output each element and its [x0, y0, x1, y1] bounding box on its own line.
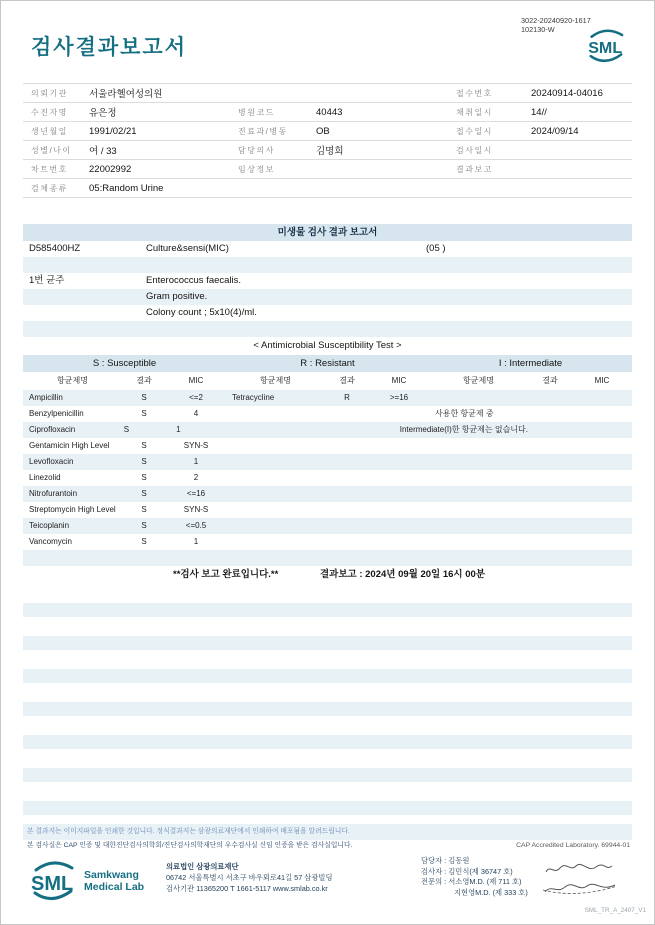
field-value: 05:Random Urine	[89, 182, 164, 194]
susceptibility-cell-group	[429, 486, 632, 502]
empty-row	[23, 321, 632, 337]
header-antibiotic: 항균제명	[260, 376, 291, 385]
test-name: Culture&sensi(MIC)	[146, 243, 229, 254]
empty-rows-area	[23, 584, 632, 824]
susceptibility-cell-group	[23, 470, 226, 486]
result-value	[528, 390, 572, 406]
susceptibility-cell-group	[226, 518, 429, 534]
susceptibility-row	[23, 390, 632, 406]
mic-value	[369, 534, 429, 550]
result-value: S	[141, 457, 147, 466]
field-label: 임상정보	[238, 164, 275, 174]
antibiotic-name	[226, 502, 325, 518]
sml-logo-mark	[584, 27, 628, 65]
susceptibility-row	[23, 534, 632, 550]
field-value: 40443	[316, 106, 343, 118]
mic-value	[572, 470, 632, 486]
susceptibility-cell-group	[208, 422, 393, 438]
susceptibility-cell-group	[226, 534, 429, 550]
result-value: S	[141, 537, 147, 546]
document-number-line1: 3022-20240920-1617	[521, 16, 591, 25]
susceptibility-cell-group	[23, 486, 226, 502]
field-label: 수진자명	[31, 107, 68, 117]
field-label: 담당의사	[238, 145, 275, 155]
test-code: D585400HZ	[29, 243, 81, 254]
ast-header-group	[226, 372, 429, 390]
ast-column-headers	[23, 372, 632, 390]
susceptibility-row	[23, 486, 632, 502]
patient-info-row	[23, 141, 632, 160]
org-contact: 검사기관 11365200 T 1661-5117 www.smlab.co.kr	[166, 883, 328, 893]
notice-line1: 본 결과지는 이미지파일을 인쇄한 것입니다. 정식결과지는 삼광의료재단에서 인쇄하여 배포됨을 알려드립니다.	[23, 824, 632, 840]
colony-row	[23, 305, 632, 321]
lab-name	[84, 869, 144, 894]
completion-message: **검사 보고 완료입니다.**	[173, 569, 279, 580]
mic-value: 1	[193, 457, 199, 466]
mic-value	[572, 502, 632, 518]
mic-value	[572, 486, 632, 502]
mic-value	[572, 534, 632, 550]
header-antibiotic: 항균제명	[463, 376, 494, 385]
antibiotic-name	[226, 406, 325, 422]
result-value	[528, 422, 572, 438]
field-value: 20240914-04016	[531, 87, 603, 99]
organization-info	[166, 862, 333, 894]
antibiotic-name	[226, 518, 325, 534]
legend-resistant: R : Resistant	[300, 358, 355, 369]
completion-row	[23, 566, 632, 584]
field-label: 차트번호	[31, 164, 68, 174]
mic-value	[572, 406, 632, 422]
micro-section-title: 미생물 검사 결과 보고서	[23, 224, 632, 241]
susceptibility-cell-group	[23, 502, 226, 518]
antibiotic-name	[208, 422, 289, 438]
result-value: S	[141, 441, 147, 450]
result-value: S	[141, 473, 147, 482]
empty-row	[23, 257, 632, 273]
field-label: 채취일시	[456, 107, 493, 117]
susceptibility-cell-group	[429, 518, 632, 534]
susceptibility-cell-group	[394, 422, 632, 438]
ast-header-group	[23, 372, 226, 390]
field-value: 2024/09/14	[531, 125, 579, 137]
result-value	[325, 486, 369, 502]
mic-value	[572, 518, 632, 534]
notice-line2-row	[23, 840, 632, 853]
staff-manager: 담당자 : 김동원	[421, 856, 470, 865]
result-value: S	[141, 521, 147, 530]
result-value	[528, 470, 572, 486]
susceptibility-cell-group	[429, 406, 632, 422]
antibiotic-name: Teicoplanin	[29, 521, 70, 530]
specimen-code: (05 )	[426, 243, 446, 254]
susceptibility-row	[23, 502, 632, 518]
antibiotic-name	[226, 534, 325, 550]
footer-logo	[27, 859, 144, 903]
mic-value: 1	[176, 425, 181, 434]
susceptibility-cell-group	[429, 502, 632, 518]
result-value	[325, 502, 369, 518]
colony-count: Colony count ; 5x10(4)/ml.	[146, 307, 257, 318]
header-mic: MIC	[188, 376, 204, 385]
susceptibility-cell-group	[429, 470, 632, 486]
field-label: 생년월일	[31, 126, 68, 136]
field-label: 의뢰기관	[31, 88, 68, 98]
report-header	[1, 1, 654, 83]
staff-info	[421, 856, 528, 898]
antibiotic-name	[226, 486, 325, 502]
result-value: S	[123, 425, 130, 434]
field-value: OB	[316, 125, 330, 137]
org-name: 의료법인 삼광의료재단	[166, 862, 239, 871]
susceptibility-cell-group	[226, 470, 429, 486]
mic-value	[572, 390, 632, 406]
susceptibility-cell-group	[23, 422, 208, 438]
mic-value: >=16	[389, 393, 409, 402]
report-footer	[1, 853, 654, 917]
ast-section-title: < Antimicrobial Susceptibility Test >	[253, 340, 402, 351]
org-address: 06742 서울특별시 서초구 바우뫼로41길 57 삼광빌딩	[166, 872, 333, 882]
antibiotic-name	[429, 454, 528, 470]
sml-logo-text: SML	[31, 873, 74, 895]
antibiotic-name: Intermediate(I)한 항균제는 없습니다.	[399, 425, 528, 434]
susceptibility-cell-group	[23, 454, 226, 470]
result-value	[325, 438, 369, 454]
field-value: 김명희	[316, 146, 344, 157]
notice-line2: 본 검사실은 CAP 인증 및 대한진단검사의학회/진단검사의학재단의 우수검사실 신임 인증을 받은 검사실입니다.	[27, 842, 353, 849]
document-number	[521, 17, 591, 35]
lab-name-line2: Medical Lab	[84, 881, 145, 893]
result-value	[528, 534, 572, 550]
cap-accreditation-text: CAP Accredited Laboratory. 69944-01	[516, 842, 630, 849]
mic-value	[572, 454, 632, 470]
result-value	[528, 518, 572, 534]
legend-intermediate: I : Intermediate	[498, 358, 563, 369]
susceptibility-row	[23, 454, 632, 470]
sml-logo-text: SML	[588, 38, 623, 57]
field-value: 14//	[531, 106, 547, 118]
result-value: S	[141, 489, 147, 498]
result-value: S	[141, 409, 147, 418]
field-value: 22002992	[89, 163, 132, 175]
result-value	[528, 438, 572, 454]
mic-value	[369, 486, 429, 502]
patient-info-row	[23, 160, 632, 179]
susceptibility-cell-group	[23, 438, 226, 454]
signature-examiner	[544, 862, 614, 876]
susceptibility-cell-group	[23, 390, 226, 406]
antibiotic-name	[429, 390, 528, 406]
mic-value	[369, 406, 429, 422]
test-row	[23, 241, 632, 257]
page-title: 검사결과보고서	[31, 36, 188, 59]
mic-value: <=2	[189, 393, 203, 402]
microbiology-section	[23, 224, 632, 584]
antibiotic-name: Nitrofurantoin	[29, 489, 78, 498]
staff-examiner: 검사자 : 김민식(제 36747 호)	[421, 866, 513, 876]
mic-value	[369, 518, 429, 534]
field-label: 진료과/병동	[238, 126, 288, 136]
field-label: 성별/나이	[31, 145, 72, 155]
susceptibility-cell-group	[429, 438, 632, 454]
susceptibility-rows	[23, 390, 632, 550]
result-value	[290, 422, 334, 438]
field-label: 병원코드	[238, 107, 275, 117]
susceptibility-row	[23, 422, 632, 438]
antibiotic-name: Ciprofloxacin	[29, 425, 76, 434]
result-value: S	[141, 393, 147, 402]
result-value	[528, 502, 572, 518]
susceptibility-cell-group	[429, 534, 632, 550]
mic-value	[572, 438, 632, 454]
susceptibility-row	[23, 438, 632, 454]
result-value	[528, 406, 572, 422]
antibiotic-name: Gentamicin High Level	[29, 441, 110, 450]
sml-logo-mark	[27, 859, 79, 903]
field-label: 결과보고	[456, 164, 493, 174]
ast-header-group	[429, 372, 632, 390]
gram-row	[23, 289, 632, 305]
antibiotic-name	[429, 502, 528, 518]
susceptibility-row	[23, 470, 632, 486]
susceptibility-cell-group	[226, 486, 429, 502]
susceptibility-row	[23, 406, 632, 422]
field-label: 검사일시	[456, 145, 493, 155]
antibiotic-name	[226, 438, 325, 454]
header-result: 결과	[339, 376, 355, 385]
mic-value	[369, 438, 429, 454]
antibiotic-name	[226, 470, 325, 486]
staff-specialist2: 지현영M.D. (제 333 호)	[454, 887, 528, 897]
header-antibiotic: 항균제명	[57, 376, 88, 385]
header-mic: MIC	[391, 376, 407, 385]
susceptibility-cell-group	[429, 390, 632, 406]
mic-value: <=16	[186, 489, 206, 498]
field-value: 서울라헬여성의원	[89, 89, 163, 100]
susceptibility-row	[23, 518, 632, 534]
header-result: 결과	[136, 376, 152, 385]
susceptibility-cell-group	[429, 454, 632, 470]
antibiotic-name	[429, 486, 528, 502]
mic-value	[572, 422, 632, 438]
header-result: 결과	[542, 376, 558, 385]
field-value: 유은정	[89, 108, 117, 119]
result-value	[325, 534, 369, 550]
staff-specialist1: 전문의 : 서소영M.D. (제 711 호)	[421, 877, 522, 887]
field-label: 검체종류	[31, 183, 68, 193]
susceptibility-cell-group	[226, 406, 429, 422]
sml-logo-icon	[584, 27, 628, 70]
antibiotic-name: Linezolid	[29, 473, 61, 482]
field-value: 여 / 33	[89, 146, 117, 157]
patient-info-row	[23, 179, 632, 198]
susceptibility-cell-group	[226, 502, 429, 518]
susceptibility-cell-group	[23, 518, 226, 534]
antibiotic-name: Benzylpenicillin	[29, 409, 84, 418]
mic-value	[369, 502, 429, 518]
antibiotic-name: Tetracycline	[232, 393, 275, 402]
result-value	[325, 406, 369, 422]
patient-info-row	[23, 122, 632, 141]
antibiotic-name: Ampicillin	[29, 393, 63, 402]
antibiotic-name: Levofloxacin	[29, 457, 74, 466]
susceptibility-cell-group	[23, 534, 226, 550]
result-value	[325, 518, 369, 534]
strain-row	[23, 273, 632, 289]
result-value: R	[344, 393, 350, 402]
antibiotic-name	[226, 454, 325, 470]
antibiotic-name	[429, 470, 528, 486]
susceptibility-cell-group	[226, 454, 429, 470]
mic-value: <=0.5	[185, 521, 207, 530]
document-number-line2: 102130-W	[521, 24, 555, 34]
patient-info-row	[23, 103, 632, 122]
report-datetime: 결과보고 : 2024년 09월 20일 16시 00분	[320, 569, 485, 580]
result-value	[325, 470, 369, 486]
antibiotic-name	[429, 438, 528, 454]
field-value: 1991/02/21	[89, 125, 137, 137]
field-label: 접수번호	[456, 88, 493, 98]
legend-susceptible: S : Susceptible	[92, 358, 157, 369]
result-value: S	[141, 505, 147, 514]
result-value	[325, 454, 369, 470]
susceptibility-cell-group	[23, 406, 226, 422]
antibiotic-name	[429, 534, 528, 550]
field-label: 접수일시	[456, 126, 493, 136]
patient-info-table	[23, 83, 632, 198]
result-value	[528, 486, 572, 502]
mic-value	[369, 470, 429, 486]
mic-value: 4	[193, 409, 199, 418]
mic-value: 1	[193, 537, 199, 546]
susceptibility-cell-group	[226, 438, 429, 454]
mic-value: 2	[193, 473, 199, 482]
antibiotic-name	[429, 518, 528, 534]
antibiotic-name: Streptomycin High Level	[29, 505, 116, 514]
patient-info-row	[23, 84, 632, 103]
antibiotic-name: Vancomycin	[29, 537, 72, 546]
mic-value	[369, 454, 429, 470]
result-value	[528, 454, 572, 470]
organism-name: Enterococcus faecalis.	[146, 275, 242, 286]
header-mic: MIC	[594, 376, 610, 385]
mic-value	[334, 422, 394, 438]
signature-specialist	[541, 881, 619, 897]
strain-label: 1번 균주	[29, 275, 65, 286]
mic-value: SYN-S	[183, 505, 209, 514]
lab-name-line1: Samkwang	[84, 868, 139, 881]
form-code: SML_TR_A_2407_V1	[584, 907, 646, 914]
gram-result: Gram positive.	[146, 291, 208, 302]
susceptibility-cell-group	[226, 390, 429, 406]
empty-row	[23, 550, 632, 566]
ast-legend	[23, 355, 632, 372]
mic-value: SYN-S	[183, 441, 209, 450]
antibiotic-name: 사용한 항균제 중	[435, 409, 494, 418]
